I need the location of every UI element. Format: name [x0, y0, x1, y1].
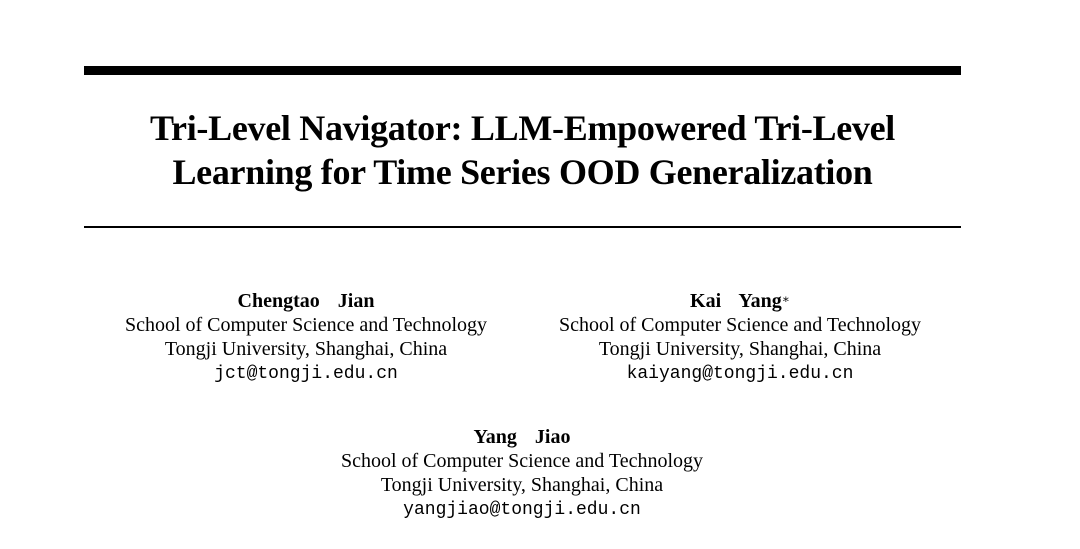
- author-email[interactable]: jct@tongji.edu.cn: [214, 364, 398, 384]
- title-line-1: Tri-Level Navigator: LLM-Empowered Tri-Level: [150, 108, 895, 148]
- corresponding-author-marker: ∗: [781, 292, 790, 306]
- author-affiliation: School of Computer Science and Technology: [558, 314, 922, 336]
- author-affiliation: School of Computer Science and Technology: [340, 450, 704, 472]
- author-name: [96, 289, 516, 313]
- author-email[interactable]: yangjiao@tongji.edu.cn: [403, 500, 641, 520]
- author-block-chengtao-jian: [96, 289, 516, 387]
- title-top-rule: [84, 66, 961, 75]
- author-name-text: Kai Yang: [690, 290, 782, 312]
- paper-title: [84, 106, 961, 194]
- title-line-2: Learning for Time Series OOD Generalization: [172, 152, 873, 192]
- author-name: [530, 289, 950, 313]
- author-name-text: Chengtao Jian: [237, 290, 375, 312]
- author-email[interactable]: kaiyang@tongji.edu.cn: [626, 364, 854, 384]
- author-block-yang-jiao: [312, 425, 732, 523]
- author-name-text: Yang Jiao: [473, 426, 571, 448]
- author-affiliation: School of Computer Science and Technology: [124, 314, 488, 336]
- author-name: [312, 425, 732, 449]
- author-institution: Tongji University, Shanghai, China: [380, 474, 664, 496]
- author-block-kai-yang: [530, 289, 950, 387]
- author-institution: Tongji University, Shanghai, China: [164, 338, 448, 360]
- title-bottom-rule: [84, 226, 961, 228]
- author-institution: Tongji University, Shanghai, China: [598, 338, 882, 360]
